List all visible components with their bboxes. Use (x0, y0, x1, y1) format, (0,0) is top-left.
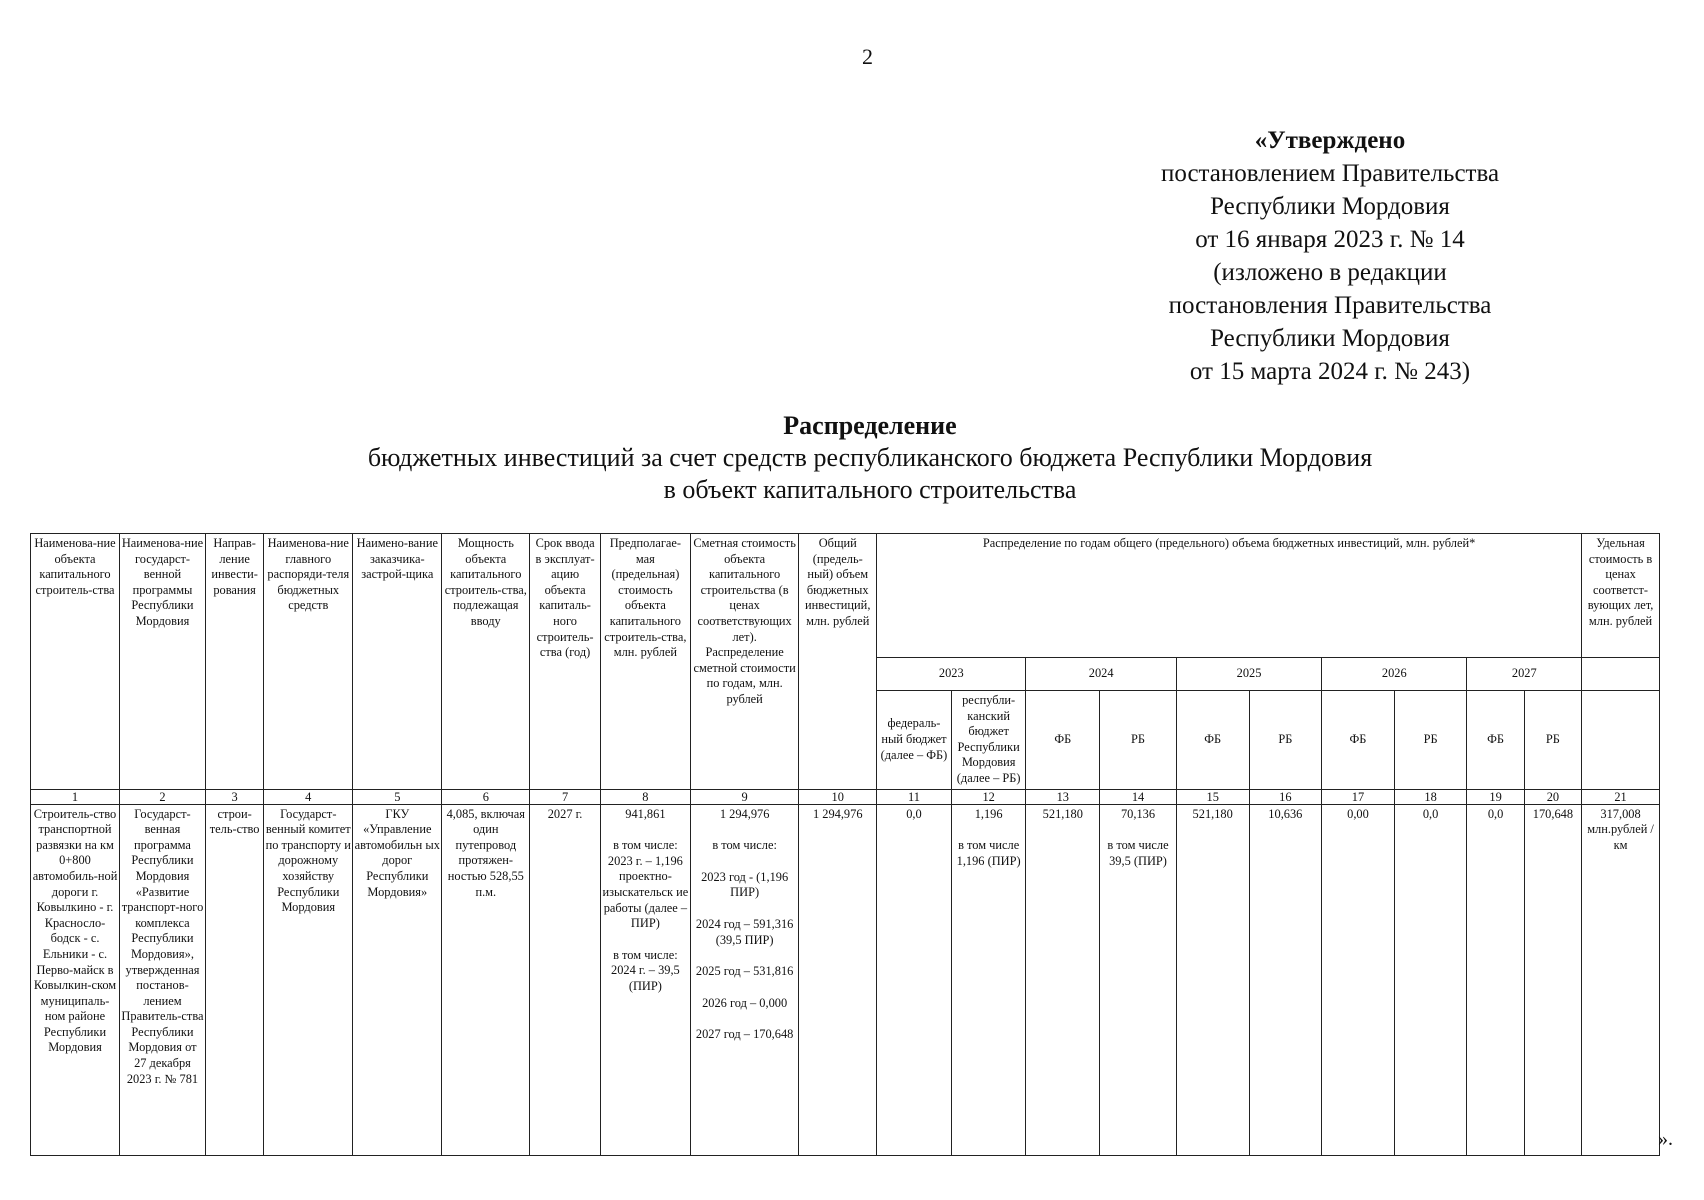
program-cell: Государст-венная программа Республики Мордовия «Развитие транспорт-ного комплекса Республики Мордовия», утвержденная постанов-лением Правитель-ства Республики Мордовия от 27 декабря 2023 г. № 781 (120, 804, 206, 1155)
budget-header: ФБ (1467, 691, 1524, 790)
column-number: 12 (951, 789, 1026, 804)
cell-note: 2023 год - (1,196 ПИР) (701, 869, 789, 900)
capacity-cell: 4,085, включая один путепровод протяжен-ностью 528,55 п.м. (442, 804, 530, 1155)
fb-2023-cell: 0,0 (877, 804, 952, 1155)
column-header: Направ-ление инвести-рования (205, 534, 263, 790)
column-header: Наименова-ние государст-венной программы Республики Мордовия (120, 534, 206, 790)
column-number: 14 (1100, 789, 1177, 804)
approval-title: «Утверждено (1254, 127, 1406, 154)
column-header: Удельная стоимость в ценах соответст-вующих лет, млн. рублей (1582, 534, 1660, 658)
header-row (31, 534, 1660, 658)
document-subtitle: бюджетных инвестиций за счет средств республиканского бюджета Республики Мордовия (367, 443, 1373, 472)
table-row (31, 804, 1660, 1155)
column-number: 4 (264, 789, 353, 804)
rb-2024-cell (1100, 804, 1177, 1155)
distribution-header: Распределение по годам общего (предельного) объема бюджетных инвестиций, млн. рублей* (877, 534, 1582, 658)
column-header: Сметная стоимость объекта капитального строительства (в ценах соответствующих лет). Распределение сметной стоимости по годам, млн. рублей (690, 534, 798, 790)
object-name-cell: Строитель-ство транспортной развязки на км 0+800 автомобиль-ной дороги г. Ковылкино - г. Краснослo-бодск - с. Ельники - с. Перво-майск в Ковылкин-ском муниципаль-ном районе Республики Мордовия (31, 804, 120, 1155)
cell-note: млн.рублей / км (1587, 822, 1654, 852)
page-number: 2 (862, 44, 873, 69)
column-header: Общий (предель-ный) объем бюджетных инвестиций, млн. рублей (799, 534, 877, 790)
column-header: Наименова-ние главного распоряди-теля бюджетных средств (264, 534, 353, 790)
column-number: 5 (353, 789, 442, 804)
fb-2024-cell: 521,180 (1026, 804, 1100, 1155)
cell-note: 2027 год – 170,648 (695, 1027, 794, 1042)
rb-2023-cell (951, 804, 1026, 1155)
empty-header-cell (1582, 691, 1660, 790)
column-number: 17 (1322, 789, 1395, 804)
cell-value: 1,196 (974, 806, 1003, 821)
approval-line: постановления Правительства (1168, 292, 1492, 319)
column-number: 15 (1176, 789, 1249, 804)
estimated-cost-cell (600, 804, 690, 1155)
column-number: 2 (120, 789, 206, 804)
budget-estimate-cell (690, 804, 798, 1155)
column-header: Наименова-ние объекта капитального строитель-ства (31, 534, 120, 790)
budget-header: федераль-ный бюджет (далее – ФБ) (877, 691, 952, 790)
budget-header: РБ (1249, 691, 1322, 790)
year-header: 2023 (877, 658, 1026, 691)
fb-2026-cell: 0,00 (1322, 804, 1395, 1155)
column-number: 19 (1467, 789, 1524, 804)
cell-value: 317,008 (1600, 806, 1641, 821)
document-subtitle: в объект капитального строительства (663, 475, 1077, 504)
unit-cost-cell (1582, 804, 1660, 1155)
manager-cell: Государст-венный комитет по транспорту и дорожному хозяйству Республики Мордовия (264, 804, 353, 1155)
column-number: 16 (1249, 789, 1322, 804)
budget-header: РБ (1394, 691, 1467, 790)
rb-2027-cell: 170,648 (1524, 804, 1581, 1155)
column-number: 8 (600, 789, 690, 804)
total-investment-cell: 1 294,976 (799, 804, 877, 1155)
column-header: Мощность объекта капитального строитель-ства, подлежащая вводу (442, 534, 530, 790)
fb-2025-cell: 521,180 (1176, 804, 1249, 1155)
column-number: 20 (1524, 789, 1581, 804)
cell-note: в том числе: (712, 838, 777, 853)
cell-note: в том числе 1,196 (ПИР) (956, 838, 1021, 868)
column-header: Предполагае-мая (предельная) стоимость объекта капитального строитель-ства, млн. рублей (600, 534, 690, 790)
rb-2025-cell: 10,636 (1249, 804, 1322, 1155)
cell-value: 941,861 (625, 806, 666, 821)
column-number: 21 (1582, 789, 1660, 804)
column-number: 6 (442, 789, 530, 804)
budget-header: ФБ (1026, 691, 1100, 790)
direction-cell: строи-тель-ство (205, 804, 263, 1155)
rb-2026-cell: 0,0 (1394, 804, 1467, 1155)
column-number: 7 (530, 789, 601, 804)
column-header: Наимено-вание заказчика-застрой-щика (353, 534, 442, 790)
column-number: 9 (690, 789, 798, 804)
approval-line: постановлением Правительства (1160, 160, 1500, 187)
column-number: 1 (31, 789, 120, 804)
investment-table (30, 533, 1660, 1156)
fb-2027-cell: 0,0 (1467, 804, 1524, 1155)
year-header: 2027 (1467, 658, 1582, 691)
cell-note: 2024 год – 591,316 (39,5 ПИР) (695, 916, 794, 947)
approval-line: (изложено в редакции (1213, 259, 1447, 286)
customer-cell: ГКУ «Управление автомобильн ых дорог Республики Мордовия» (353, 804, 442, 1155)
approval-line: от 16 января 2023 г. № 14 (1195, 226, 1465, 253)
year-header: 2025 (1176, 658, 1321, 691)
cell-value: 1 294,976 (719, 806, 770, 821)
cell-note: 2025 год – 531,816 (695, 964, 794, 979)
cell-note: 2026 год – 0,000 (702, 995, 788, 1010)
budget-header: РБ (1100, 691, 1177, 790)
column-number: 3 (205, 789, 263, 804)
approval-line: Республики Мордовия (1210, 193, 1450, 220)
approval-line: Республики Мордовия (1210, 325, 1450, 352)
cell-value: 70,136 (1120, 806, 1156, 821)
empty-header-cell (1582, 658, 1660, 691)
approval-line: от 15 марта 2024 г. № 243) (1189, 358, 1471, 385)
budget-header: РБ (1524, 691, 1581, 790)
column-header: Срок ввода в эксплуат-ацию объекта капиталь-ного строитель-ства (год) (530, 534, 601, 790)
budget-header: ФБ (1322, 691, 1395, 790)
cell-note: в том числе: 2023 г. – 1,196 проектно-изыскательск ие работы (далее – ПИР) (602, 838, 689, 931)
year-header: 2024 (1026, 658, 1176, 691)
approval-stamp (1120, 124, 1540, 388)
column-number: 11 (877, 789, 952, 804)
budget-header: ФБ (1176, 691, 1249, 790)
commissioning-year-cell: 2027 г. (530, 804, 601, 1155)
year-header: 2026 (1322, 658, 1467, 691)
document-heading (260, 410, 1480, 506)
document-title: Распределение (783, 411, 957, 440)
column-number: 10 (799, 789, 877, 804)
column-number-row (31, 789, 1660, 804)
column-number: 13 (1026, 789, 1100, 804)
closing-quote: ». (1658, 1128, 1673, 1150)
column-number: 18 (1394, 789, 1467, 804)
budget-header: республи-канский бюджет Республики Мордовия (далее – РБ) (951, 691, 1026, 790)
cell-note: в том числе: 2024 г. – 39,5 (ПИР) (611, 947, 680, 993)
cell-note: в том числе 39,5 (ПИР) (1107, 838, 1169, 868)
